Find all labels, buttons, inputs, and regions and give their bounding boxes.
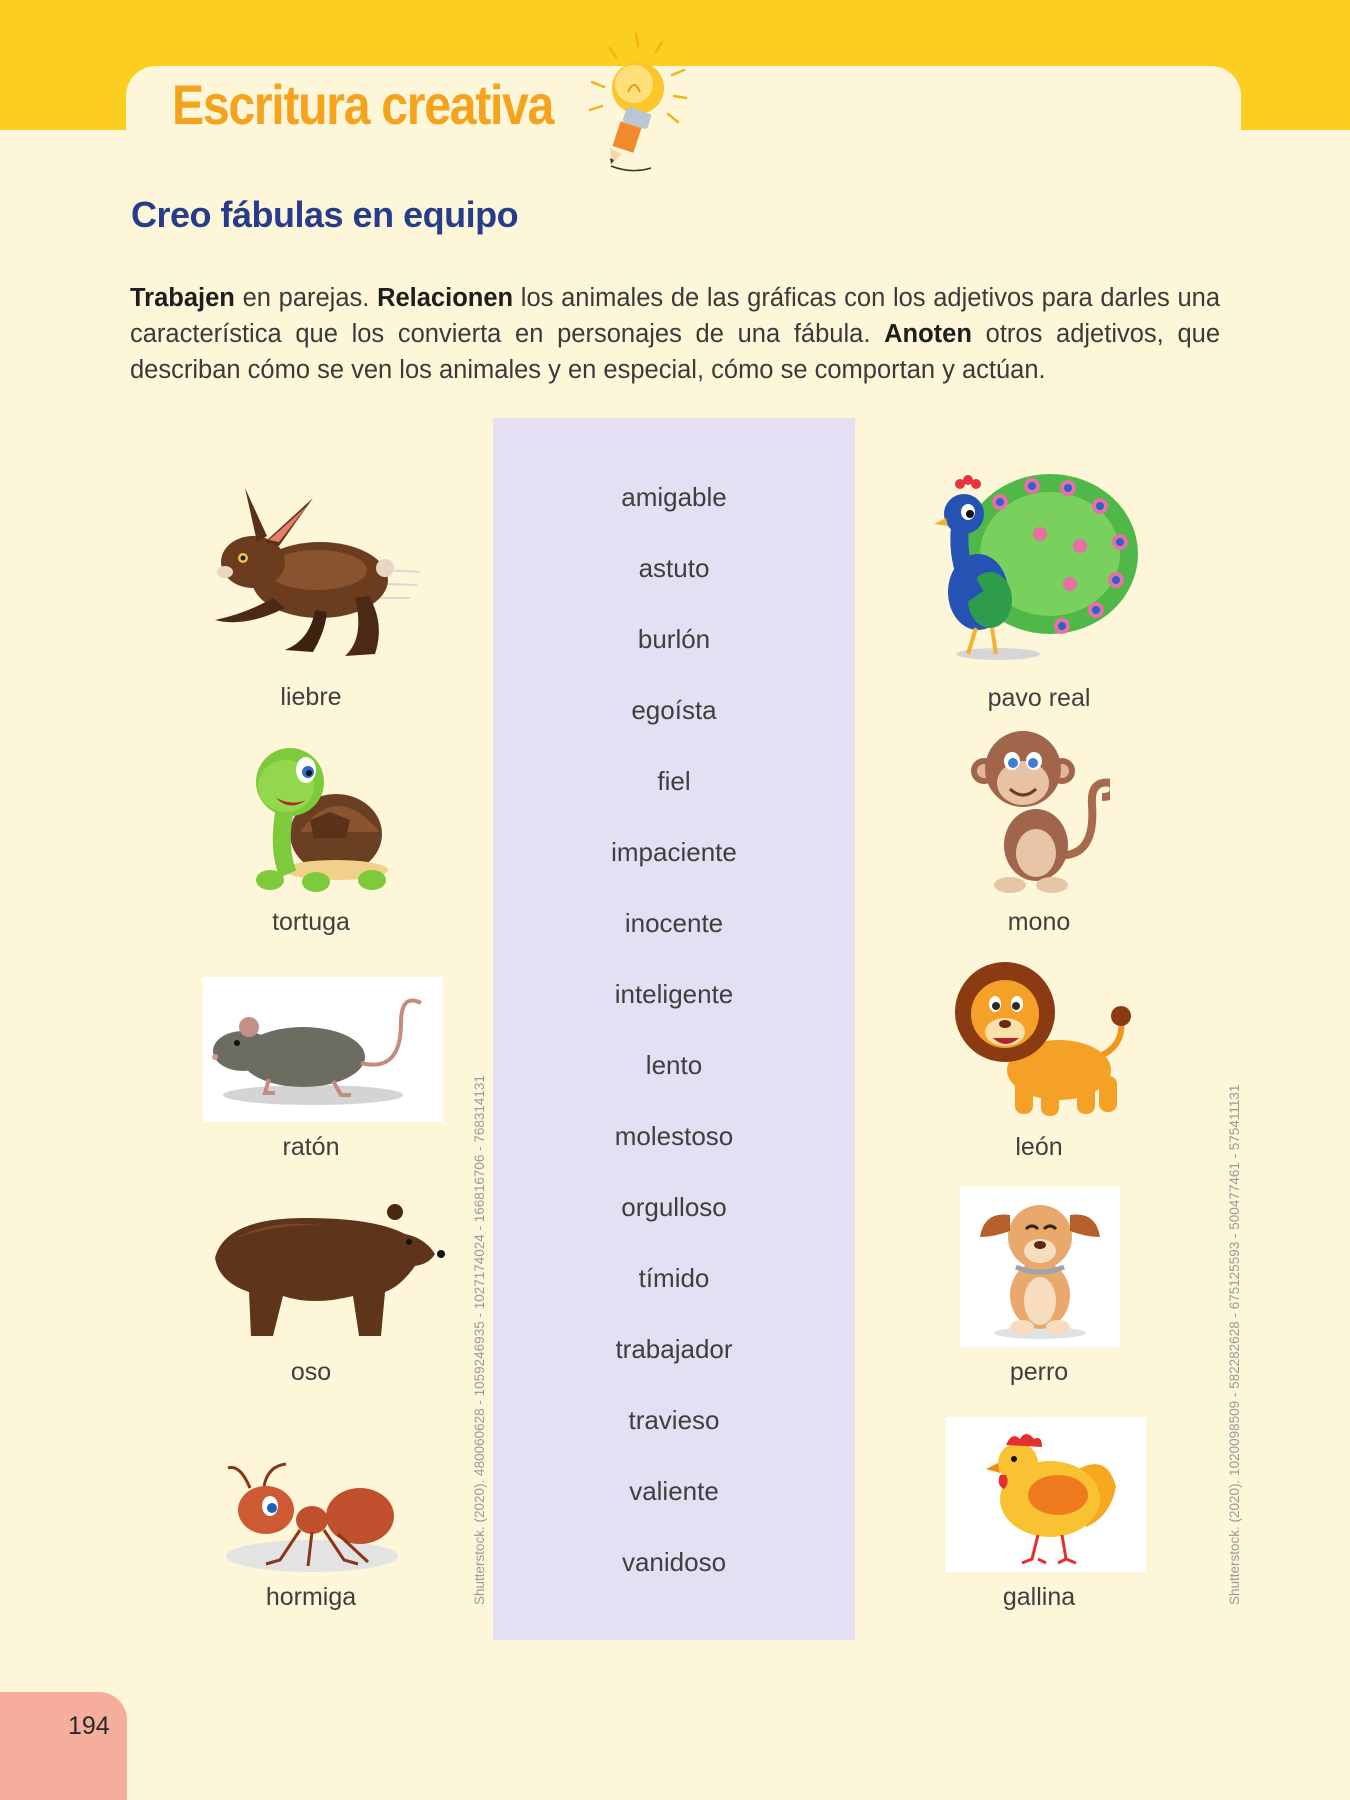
animal-label-oso: oso (290, 1358, 332, 1386)
monkey-illustration (970, 725, 1110, 900)
adjective-item: astuto (638, 553, 710, 583)
section-title: Escritura creativa (172, 73, 554, 136)
animal-label-pavo-real: pavo real (987, 684, 1091, 712)
adjective-item: molestoso (614, 1121, 734, 1151)
instruction-text-1: en parejas. (234, 284, 378, 312)
adjectives-panel (493, 418, 855, 1640)
instruction-verb-1: Trabajen (130, 284, 235, 312)
adjective-item: travieso (628, 1405, 720, 1435)
adjective-item: tímido (638, 1263, 710, 1293)
instruction-verb-2: Relacionen (377, 284, 514, 312)
hare-illustration (205, 480, 425, 665)
instructions-paragraph (130, 280, 1220, 388)
hen-illustration (946, 1417, 1146, 1572)
animal-label-tortuga: tortuga (272, 908, 350, 936)
adjective-item: burlón (637, 624, 711, 654)
adjective-item: valiente (629, 1476, 719, 1506)
photo-credit-left: Shutterstock. (2020). 480060628 - 1059246935 - 1027174024 - 166816706 - 768314131 (472, 1075, 487, 1605)
rat-illustration (203, 977, 443, 1122)
lightbulb-pencil-icon (580, 30, 692, 175)
adjective-item: inteligente (614, 979, 734, 1009)
page-number-tab (0, 1692, 127, 1800)
adjective-item: egoísta (631, 695, 717, 725)
dog-illustration (960, 1187, 1120, 1347)
animal-label-mono: mono (1007, 908, 1071, 936)
photo-credit-right: Shutterstock. (2020). 1020098509 - 582282628 - 675125593 - 500477461 - 575411131 (1227, 1084, 1242, 1605)
animal-label-perro: perro (1009, 1358, 1069, 1386)
adjective-item: orgulloso (621, 1192, 727, 1222)
adjective-item: impaciente (611, 837, 737, 867)
page-number: 194 (68, 1712, 110, 1740)
instruction-text-2: los animales de las gráficas con los adjetivos para darles una característica que los convierta en personajes de una fábula. (130, 284, 1221, 348)
ant-illustration (220, 1460, 405, 1575)
adjective-item: lento (645, 1050, 703, 1080)
adjective-item: vanidoso (621, 1547, 727, 1577)
adjective-item: amigable (621, 482, 727, 512)
animal-label-gallina: gallina (1002, 1583, 1076, 1611)
animal-label-raton: ratón (282, 1133, 340, 1161)
adjective-item: trabajador (615, 1334, 733, 1364)
turtle-illustration (250, 742, 390, 897)
animal-label-liebre: liebre (280, 683, 342, 711)
animal-label-leon: león (1015, 1133, 1063, 1161)
instruction-text-3: otros adjetivos, que describan cómo se ven los animales y en especial, cómo se comportan y actúan. (130, 320, 1220, 384)
animal-label-hormiga: hormiga (265, 1583, 357, 1611)
bear-illustration (195, 1198, 445, 1343)
adjective-item: fiel (657, 766, 691, 796)
instruction-verb-3: Anoten (884, 320, 972, 348)
activity-subtitle: Creo fábulas en equipo (131, 194, 519, 235)
peacock-illustration (920, 462, 1140, 662)
lion-illustration (955, 958, 1135, 1123)
adjective-item: inocente (624, 908, 724, 938)
